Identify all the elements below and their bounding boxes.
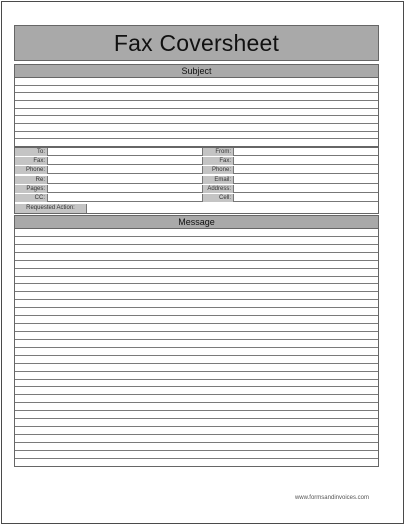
message-header (14, 215, 379, 229)
message-line[interactable] (15, 395, 378, 403)
message-line[interactable] (15, 380, 378, 388)
info-label-right: Cell: (202, 194, 234, 202)
info-row[interactable] (15, 148, 378, 156)
info-row[interactable] (15, 176, 378, 184)
message-line[interactable] (15, 316, 378, 324)
message-line[interactable] (15, 245, 378, 253)
info-row[interactable] (15, 185, 378, 193)
message-line[interactable] (15, 300, 378, 308)
message-lines[interactable] (14, 229, 379, 467)
message-line[interactable] (15, 372, 378, 380)
subject-line[interactable] (15, 78, 378, 86)
info-label-right: Address: (202, 185, 234, 193)
subject-line[interactable] (15, 93, 378, 101)
message-line[interactable] (15, 229, 378, 237)
message-line[interactable] (15, 435, 378, 443)
subject-line[interactable] (15, 124, 378, 132)
info-label-left: To: (15, 148, 48, 156)
message-line[interactable] (15, 253, 378, 261)
info-label-right: Fax: (202, 157, 234, 165)
message-line[interactable] (15, 324, 378, 332)
info-label-left: CC: (15, 194, 48, 202)
message-line[interactable] (15, 237, 378, 245)
message-line[interactable] (15, 443, 378, 451)
message-line[interactable] (15, 308, 378, 316)
message-line[interactable] (15, 292, 378, 300)
message-line[interactable] (15, 403, 378, 411)
subject-line[interactable] (15, 109, 378, 117)
subject-line[interactable] (15, 86, 378, 94)
message-header-label: Message (178, 217, 215, 227)
message-line[interactable] (15, 348, 378, 356)
message-line[interactable] (15, 451, 378, 459)
info-label-left: Pages: (15, 185, 48, 193)
message-line[interactable] (15, 411, 378, 419)
subject-line[interactable] (15, 101, 378, 109)
subject-line[interactable] (15, 132, 378, 140)
info-row[interactable] (15, 166, 378, 174)
requested-action-label: Requested Action: (15, 204, 87, 213)
message-line[interactable] (15, 261, 378, 269)
subject-lines[interactable] (14, 78, 379, 147)
info-label-right: Email: (202, 176, 234, 184)
message-line[interactable] (15, 387, 378, 395)
message-line[interactable] (15, 332, 378, 340)
subject-line[interactable] (15, 116, 378, 124)
info-label-right: Phone: (202, 166, 234, 174)
message-line[interactable] (15, 277, 378, 285)
requested-action-row[interactable] (15, 204, 378, 213)
subject-header (14, 64, 379, 78)
info-label-left: Phone: (15, 166, 48, 174)
message-line[interactable] (15, 427, 378, 435)
fax-info-grid (14, 147, 379, 214)
message-line[interactable] (15, 356, 378, 364)
info-label-left: Re: (15, 176, 48, 184)
info-label-right: From: (202, 148, 234, 156)
message-line[interactable] (15, 419, 378, 427)
message-line[interactable] (15, 340, 378, 348)
message-line[interactable] (15, 364, 378, 372)
info-row[interactable] (15, 194, 378, 202)
info-label-left: Fax: (15, 157, 48, 165)
title-bar (14, 25, 379, 61)
info-row[interactable] (15, 157, 378, 165)
message-line[interactable] (15, 284, 378, 292)
footer-url: www.formsandinvoices.com (294, 495, 369, 501)
message-line[interactable] (15, 269, 378, 277)
page-title: Fax Coversheet (113, 29, 280, 56)
subject-header-label: Subject (181, 66, 212, 76)
